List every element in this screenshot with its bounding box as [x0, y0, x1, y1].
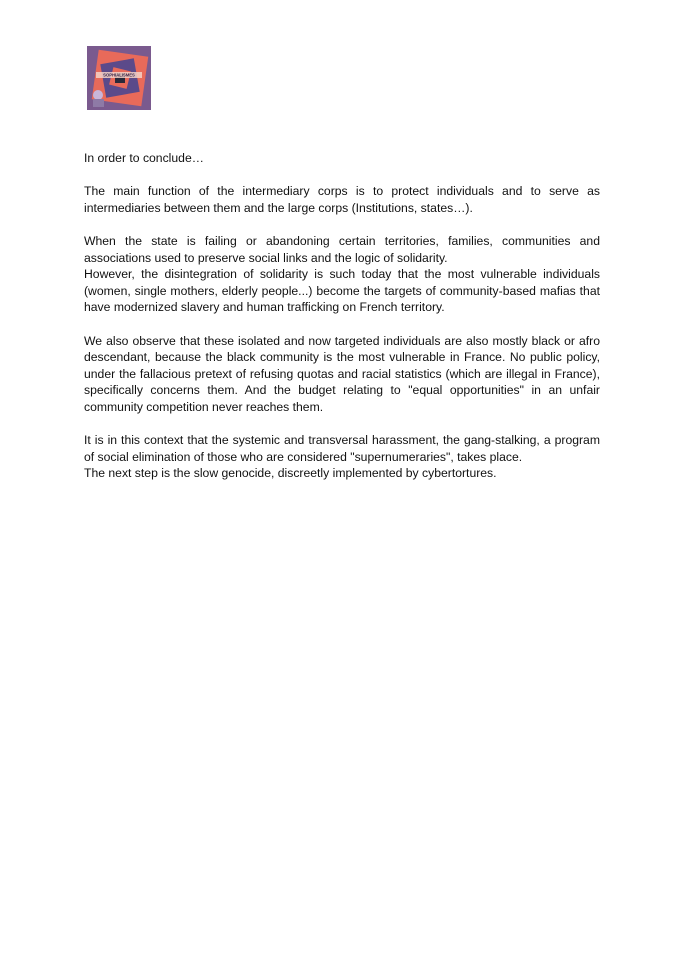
organization-logo — [84, 43, 154, 113]
paragraph-harassment-context: It is in this context that the systemic and transversal harassment, the gang-stalking, a program of social elimination of those who are considered "supernumeraries", takes place. — [84, 433, 600, 464]
document-body — [84, 150, 600, 498]
organization-logo-icon — [84, 43, 154, 113]
intro-line: In order to conclude… — [84, 151, 204, 165]
paragraph-black-community: We also observe that these isolated and now targeted individuals are also mostly black or afro descendant, because the black community is the most vulnerable in France. No public policy, under the fallacious pretext of refusing quotas and racial statistics (which are illegal in France), specifically concerns them. And the budget relating to "equal opportunities" in an unfair community competition never reaches them. — [84, 333, 600, 414]
paragraph-state-failing: When the state is failing or abandoning certain territories, families, communities and associations used to preserve social links and the logic of solidarity. — [84, 233, 600, 265]
paragraph-intermediary-corps: The main function of the intermediary corps is to protect individuals and to serve as intermediaries between them and the large corps (Institutions, states…). — [84, 184, 600, 215]
paragraph-next-step: The next step is the slow genocide, discreetly implemented by cybertortures. — [84, 466, 497, 481]
paragraph-solidarity-disintegration: However, the disintegration of solidarity is such today that the most vulnerable individuals (women, single mothers, elderly people...) become the targets of community-based mafias that have modernized slavery and human trafficking on French territory. — [84, 267, 600, 315]
logo-text: SOPHIALISMES — [103, 72, 135, 78]
